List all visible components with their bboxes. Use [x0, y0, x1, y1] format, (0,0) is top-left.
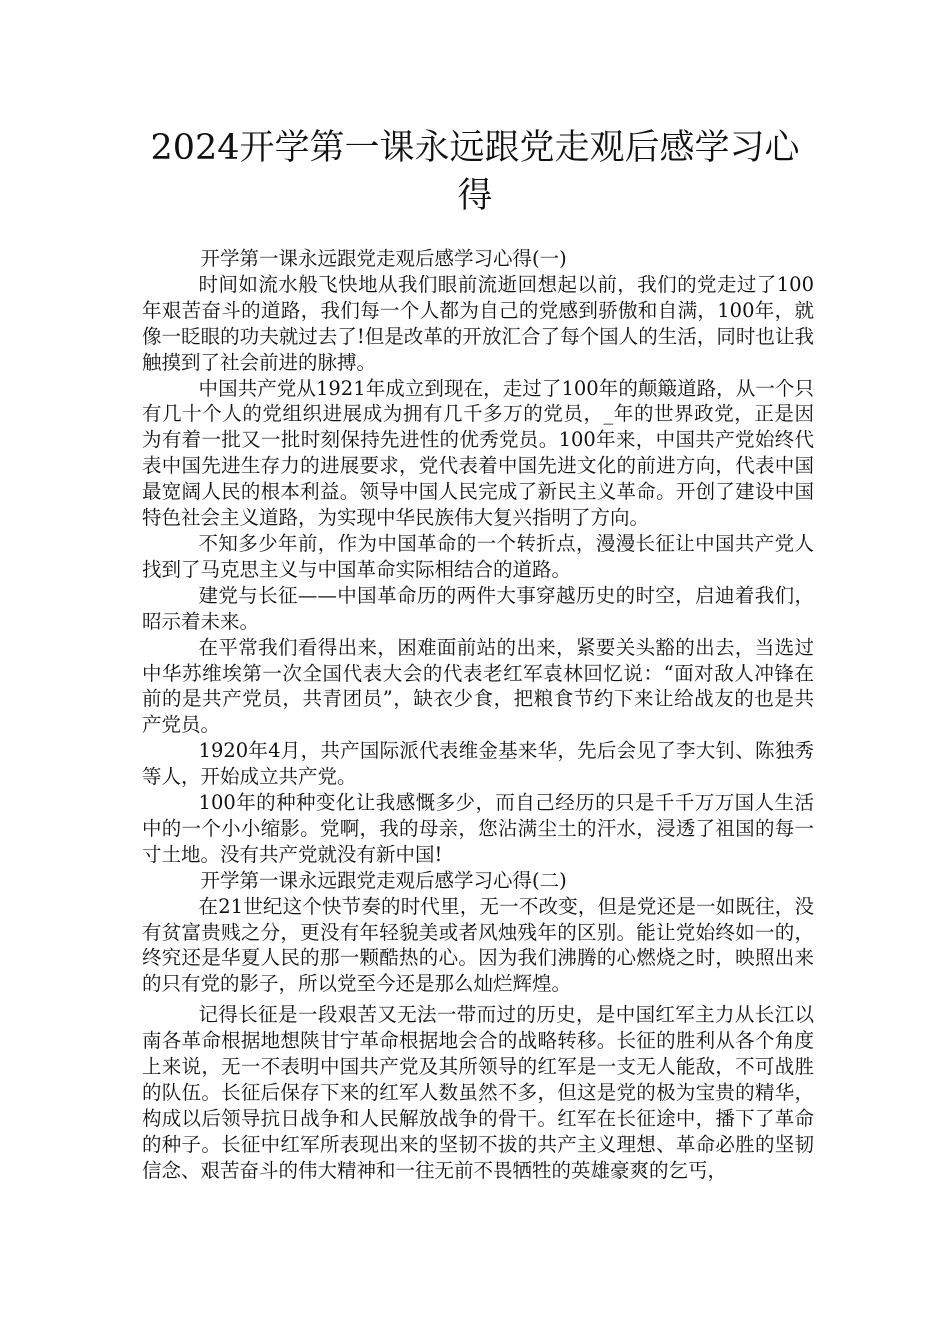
paragraph: 在平常我们看得出来，困难面前站的出来，紧要关头豁的出去，当选过中华苏维埃第一次全国代表大会的代表老红军袁林回忆说：“面对敌人冲锋在前的是共产党员，共青团员”，缺衣少食，把粮食节约下来让给战友的也是共产党员。 — [142, 635, 814, 737]
document-title: 2024开学第一课永远跟党走观后感学习心 得 — [150, 128, 800, 216]
paragraph: 不知多少年前，作为中国革命的一个转折点，漫漫长征让中国共产党人找到了马克思主义与中国革命实际相结合的道路。 — [142, 531, 814, 581]
paragraph: 记得长征是一段艰苦又无法一带而过的历史，是中国红军主力从长江以南各革命根据地想陕甘宁革命根据地会合的战略转移。长征的胜利从各个角度上来说，无一不表明中国共产党及其所领导的红军是一支无人能敌，不可战胜的队伍。长征后保存下来的红军人数虽然不多，但这是党的极为宝贵的精华，构成以后领导抗日战争和人民解放战争的骨干。红军在长征途中，播下了革命的种子。长征中红军所表现出来的坚韧不拔的共产主义理想、革命必胜的坚韧信念、艰苦奋斗的伟大精神和一往无前不畏牺牲的英雄豪爽的乞丐， — [142, 1003, 814, 1182]
section-heading-two: 开学第一课永远跟党走观后感学习心得(二) — [200, 868, 567, 892]
paragraph: 1920年4月，共产国际派代表维金基来华，先后会见了李大钊、陈独秀等人，开始成立共产党。 — [142, 739, 814, 789]
paragraph: 中国共产党从1921年成立到现在，走过了100年的颠簸道路，从一个只有几十个人的党组织进展成为拥有几千多万的党员，_年的世界政党，正是因为有着一批又一批时刻保持先进性的优秀党员。100年来，中国共产党始终代表中国先进生存力的进展要求，党代表着中国先进文化的前进方向，代表中国最宽阔人民的根本利益。领导中国人民完成了新民主义革命。开创了建设中国特色社会主义道路，为实现中华民族伟大复兴指明了方向。 — [142, 376, 814, 530]
paragraph: 建党与长征——中国革命历的两件大事穿越历史的时空，启迪着我们，昭示着未来。 — [142, 583, 814, 633]
document-body — [142, 246, 814, 1184]
section-heading-one: 开学第一课永远跟党走观后感学习心得(一) — [200, 247, 567, 270]
paragraph: 100年的种种变化让我感慨多少，而自己经历的只是千千万万国人生活中的一个小小缩影。党啊，我的母亲，您沾满尘土的汗水，浸透了祖国的每一寸土地。没有共产党就没有新中国! — [142, 791, 814, 866]
paragraph: 时间如流水般飞快地从我们眼前流逝回想起以前，我们的党走过了100年艰苦奋斗的道路，我们每一个人都为自己的党感到骄傲和自满，100年，就像一眨眼的功夫就过去了!但是改革的开放汇合了每个国人的生活，同时也让我触摸到了社会前进的脉搏。 — [142, 272, 814, 374]
paragraph: 在21世纪这个快节奏的时代里，无一不改变，但是党还是一如既往，没有贫富贵贱之分，更没有年轻貌美或者风烛残年的区别。能让党始终如一的，终究还是华夏人民的那一颗酷热的心。因为我们沸腾的心燃烧之时，映照出来的只有党的影子，所以党至今还是那么灿烂辉煌。 — [142, 894, 814, 996]
